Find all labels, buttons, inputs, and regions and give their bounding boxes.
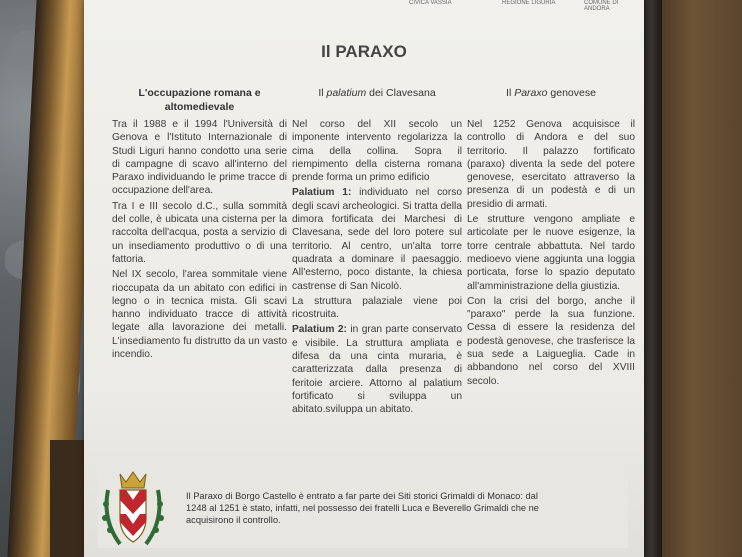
column-body [467, 118, 635, 388]
paragraph-text: in gran parte conservato e visibile. La struttura ampliata e difesa da una cinta muraria, è caratterizzata dalla presenza di feritoie arciere. Attorno al palatium fortificato si sviluppa un abitato.sviluppa un abitato. [292, 324, 462, 416]
paragraph-label: Palatium 2: [292, 324, 347, 336]
heading-suffix: genovese [547, 87, 596, 99]
grimaldi-crest-icon [100, 470, 166, 550]
column-clavesana [292, 86, 462, 419]
heading-line: L'occupazione romana e [138, 87, 261, 99]
column-heading [467, 86, 635, 100]
paragraph: Nel IX secolo, l'area sommitale viene rioccupata da un abitato con edifici in legno o in tecnica mista. Gli scavi hanno individuato tracce di attività legate alla lavorazione dei metalli. L'insediamento fu distrutto da un vasto incendio. [112, 269, 287, 361]
paragraph: Le strutture vengono ampliate e articolate per le nuove esigenze, la torre centrale abbattuta. Nel tardo medioevo viene aggiunta una loggia porticata, forse lo spazio deputato all'amministrazione della giustizia. [467, 214, 635, 292]
paragraph: Tra il 1988 e il 1994 l'Università di Genova e l'Istituto Internazionale di Studi Liguri hanno condotto una serie di campagne di scavo all'interno del Paraxo individuando le prime tracce di occupazione dell'area. [112, 119, 287, 197]
column-roman [112, 86, 287, 363]
logo-middle: REGIONE LIGURIA [502, 0, 556, 6]
panel-title: Il PARAXO [321, 42, 407, 61]
paragraph [292, 323, 462, 416]
paragraph: Tra I e III secolo d.C., sulla sommità del colle, è ubicata una cisterna per la raccolta dell'acqua, posta a servizio di un insediamento produttivo o di una fattoria. [112, 200, 287, 265]
column-heading [292, 86, 462, 100]
logo-bar [84, 0, 644, 10]
paragraph-text: individuato nel corso degli scavi archeologici. Si tratta della dimora fortificata dei Marchesi di Clavesana, sede del loro potere sul territorio. Al centro, un'alta torre quadrata a dominare il paesaggio. All'esterno, poco distante, la chiesa castrense di San Nicolò. [292, 187, 462, 292]
paragraph [292, 186, 462, 292]
paragraph-label: Palatium 1: [292, 187, 352, 199]
paragraph: La struttura palaziale viene poi ricostruita. [292, 295, 462, 321]
footer-note: Il Paraxo di Borgo Castello è entrato a far parte dei Siti storici Grimaldi di Monaco: dal 1248 al 1251 è stato, infatti, nel possesso dei fratelli Luca e Beverello Grimaldi che ne acquisirono il controllo. [186, 491, 539, 526]
paragraph: Nel 1252 Genova acquisisce il controllo di Andora e del suo territorio. Il palazzo fortificato (paraxo) diventa la sede del potere genovese, esercitato attraverso la presenza di un podestà e di un presidio di armati. [467, 119, 635, 210]
heading-line: altomedievale [164, 101, 235, 113]
paragraph: Nel corso del XII secolo un imponente intervento regolarizza la cima della collina. Sopra il riempimento della cisterna romana prende forma un primo edificio [292, 119, 462, 184]
heading-italic: Paraxo [514, 87, 548, 99]
column-genovese [467, 86, 635, 390]
logo-right: COMUNE DI ANDORA [584, 0, 619, 12]
information-panel [84, 0, 644, 557]
heading-italic: palatium [326, 87, 367, 99]
column-body [292, 118, 462, 417]
heading-suffix: dei Clavesana [366, 87, 436, 99]
column-heading [112, 86, 287, 114]
heading-prefix: Il [506, 87, 515, 99]
paragraph: Con la crisi del borgo, anche il "paraxo" perde la sua funzione. Cessa di essere la residenza del podestà genovese, che trasferisce la sua sede a Laigueglia. Cade in abbandono nel corso del XVIII secolo. [467, 295, 635, 387]
wooden-wall [660, 0, 742, 557]
column-body [112, 118, 287, 361]
logo-left: CIVICA VASSIA [409, 0, 452, 6]
heading-prefix: Il [318, 87, 327, 99]
